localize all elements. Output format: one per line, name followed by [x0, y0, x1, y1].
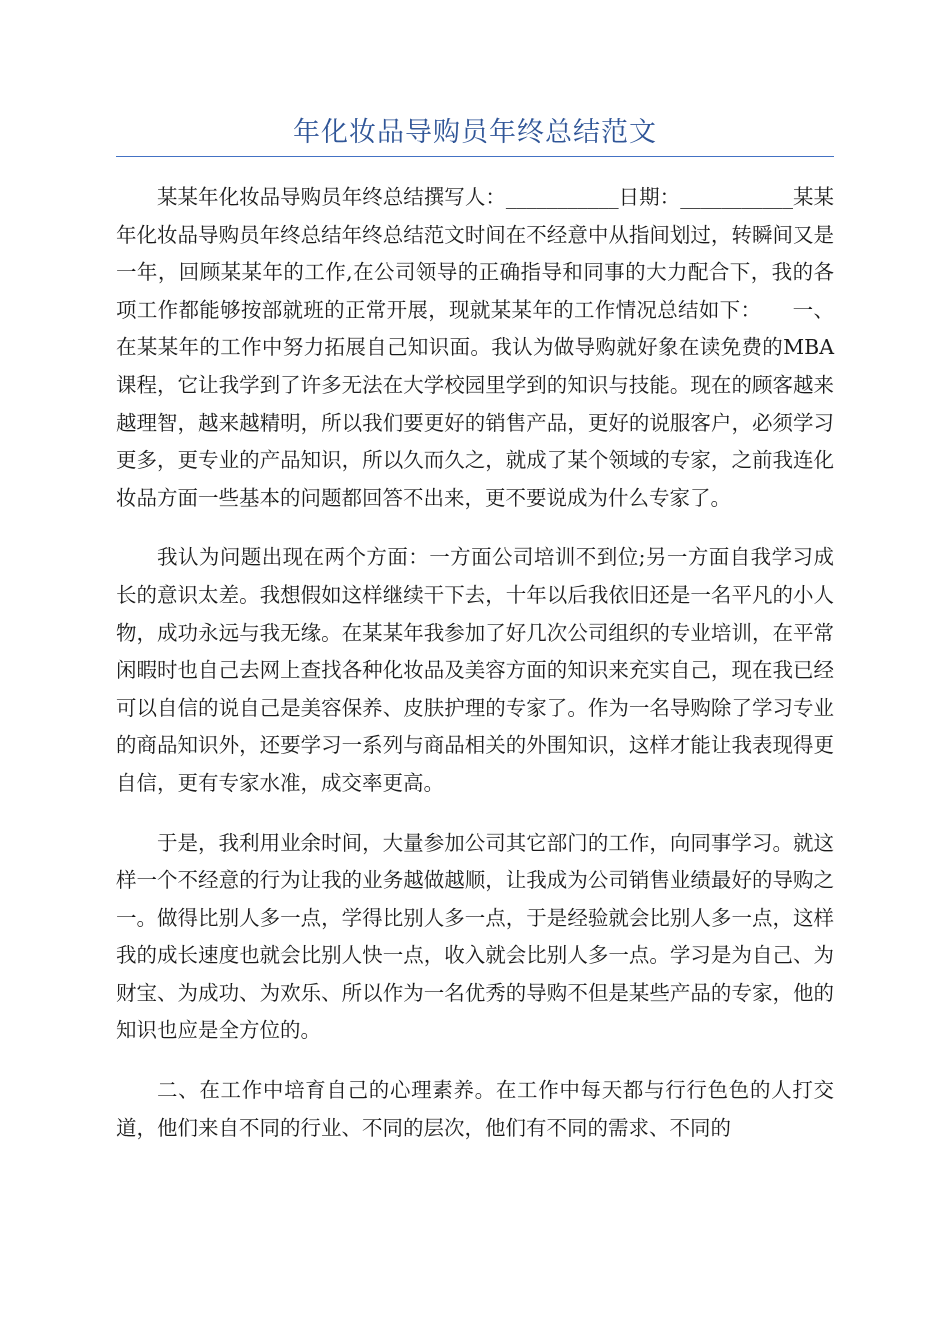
document-body: [116, 179, 834, 1147]
title-underline: [116, 156, 834, 157]
paragraph-1: 某某年化妆品导购员年终总结撰写人：___________日期：___________某某年化妆品导购员年终总结年终总结范文时间在不经意中从指间划过，转瞬间又是一年，回顾某某年的工作,在公司领导的正确指导和同事的大力配合下，我的各项工作都能够按部就班的正常开展，现就某某年的工作情况总结如下： 一、在某某年的工作中努力拓展自己知识面。我认为做导购就好象在读免费的MBA课程，它让我学到了许多无法在大学校园里学到的知识与技能。现在的顾客越来越理智，越来越精明，所以我们要更好的销售产品，更好的说服客户，必须学习更多，更专业的产品知识，所以久而久之，就成了某个领域的专家，之前我连化妆品方面一些基本的问题都回答不出来，更不要说成为什么专家了。: [116, 185, 834, 510]
paragraph-4: 二、在工作中培育自己的心理素养。在工作中每天都与行行色色的人打交道，他们来自不同的行业、不同的层次，他们有不同的需求、不同的: [116, 1078, 834, 1140]
paragraph-2: 我认为问题出现在两个方面：一方面公司培训不到位;另一方面自我学习成长的意识太差。我想假如这样继续干下去，十年以后我依旧还是一名平凡的小人物，成功永远与我无缘。在某某年我参加了好几次公司组织的专业培训，在平常闲暇时也自己去网上查找各种化妆品及美容方面的知识来充实自己，现在我已经可以自信的说自己是美容保养、皮肤护理的专家了。作为一名导购除了学习专业的商品知识外，还要学习一系列与商品相关的外围知识，这样才能让我表现得更自信，更有专家水准，成交率更高。: [116, 545, 834, 795]
document-page: [116, 0, 834, 1169]
document-title: 年化妆品导购员年终总结范文: [293, 117, 657, 148]
paragraph-3: 于是，我利用业余时间，大量参加公司其它部门的工作，向同事学习。就这样一个不经意的行为让我的业务越做越顺，让我成为公司销售业绩最好的导购之一。做得比别人多一点，学得比别人多一点，于是经验就会比别人多一点，这样我的成长速度也就会比别人快一点，收入就会比别人多一点。学习是为自己、为财宝、为成功、为欢乐、所以作为一名优秀的导购不但是某些产品的专家，他的知识也应是全方位的。: [116, 830, 834, 1043]
